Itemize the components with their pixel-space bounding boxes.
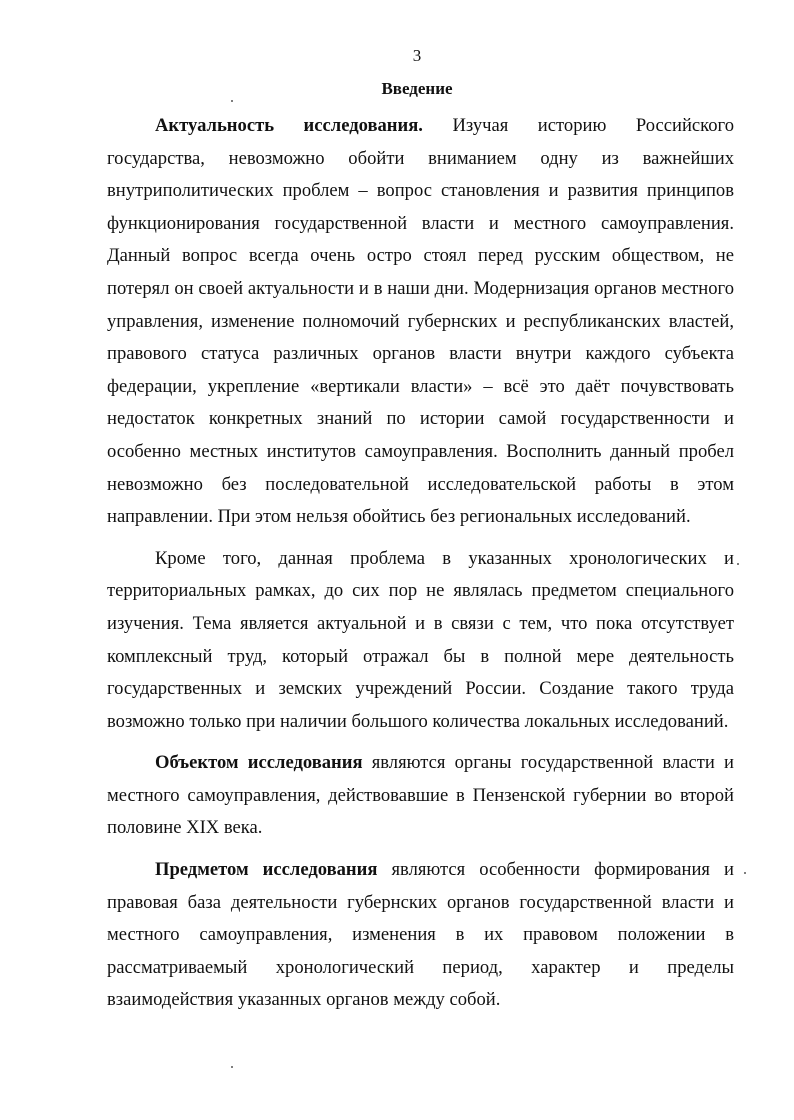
- paragraph-body: Изучая историю Российского государства, невозможно обойти вниманием одну из важнейших внутриполитических проблем – вопрос становления и развития принципов функционирования государственной власти и местного самоуправления. Данный вопрос всегда очень остро стоял перед русским обществом, не потерял он своей актуальности и в наши дни. Модернизация органов местного управления, изменение полномочий губернских и республиканских властей, правового статуса различных органов власти внутри каждого субъекта федерации, укрепление «вертикали власти» – всё это даёт почувствовать недостаток конкретных знаний по истории самой государственности и особенно местных институтов самоуправления. Восполнить данный пробел невозможно без последовательной исследовательской работы в этом направлении. При этом нельзя обойтись без региональных исследований.: [107, 115, 734, 528]
- paragraph-lead: Актуальность исследования.: [155, 115, 423, 136]
- paragraph-subject: [107, 854, 734, 1017]
- scan-speck: [231, 1066, 233, 1068]
- paragraph-body: являются органы государственной власти и местного самоуправления, действовавшие в Пензенской губернии во второй половине XIX века.: [107, 752, 734, 839]
- paragraph-relevance: [107, 110, 734, 534]
- scan-speck: [737, 563, 739, 565]
- scan-speck: [744, 872, 746, 874]
- paragraph-lead: Предметом исследования: [155, 859, 378, 881]
- scan-speck: [231, 100, 233, 102]
- paragraph-body: являются особенности формирования и правовая база деятельности губернских органов государственной власти и местного самоуправления, изменения в их правовом положении в рассматриваемый хронологический период, характер и пределы взаимодействия указанных органов между собой.: [107, 859, 734, 1011]
- section-heading: Введение: [381, 79, 453, 98]
- paragraph-lead: Объектом исследования: [155, 752, 363, 774]
- body-text: [107, 110, 734, 1017]
- paragraph-body: Кроме того, данная проблема в указанных хронологических и территориальных рамках, до сих пор не являлась предметом специального изучения. Тема является актуальной и в связи с тем, что пока отсутствует комплексный труд, который отражал бы в полной мере деятельность государственных и земских учреждений России. Создание такого труда возможно только при наличии большого количества локальных исследований.: [107, 547, 734, 732]
- paragraph-object: [107, 747, 734, 845]
- page-number: 3: [412, 46, 422, 65]
- paragraph-novelty: [107, 543, 734, 739]
